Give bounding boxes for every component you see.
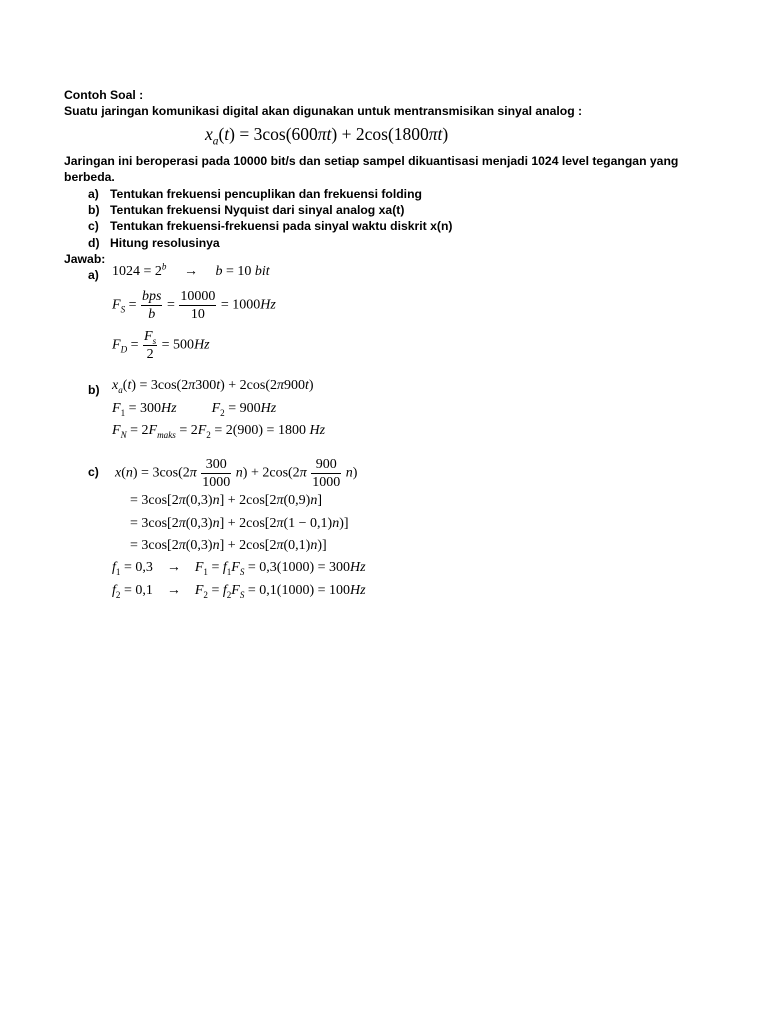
- answer-heading: Jawab:: [64, 252, 106, 266]
- main-equation-math: $x_a(t) = 3\cos(600\pi t) + 2\cos(1800\pi t)$: [205, 124, 449, 148]
- answer-c-line-2: = 3cos[2π(0,3)n] + 2cos[2π(0,9)n]: [130, 493, 322, 508]
- answer-c-line-4: = 3cos[2π(0,3)n] + 2cos[2π(0,1)n)]: [130, 538, 327, 553]
- question-label: d): [88, 236, 100, 250]
- description-line-2: berbeda.: [64, 170, 115, 184]
- question-text: Tentukan frekuensi pencuplikan dan frekuensi folding: [110, 187, 422, 201]
- answer-c-label: c): [88, 465, 99, 479]
- problem-intro: Suatu jaringan komunikasi digital akan digunakan untuk mentransmisikan sinyal analog :: [64, 104, 583, 118]
- answer-a-line-3: $F_D$ = $\frac{F_s}{2}$ = 500Hz: [112, 329, 210, 362]
- answer-c-line-3: = 3cos[2π(0,3)n] + 2cos[2π(1 − 0,1)n)]: [130, 516, 349, 531]
- answer-c-line-1: x(n) = 3cos(2π $\frac{300}{1000}$ n) + 2cos(2π $\frac{900}{1000}$ n): [115, 457, 358, 490]
- answer-b-label: b): [88, 383, 100, 397]
- answer-b-line-3: $F_N = 2F_{maks} = 2F_2 = 2(900) = 1800$ Hz: [112, 423, 326, 440]
- answer-a-line-2: $F_S$ = $\frac{\text{bps}}{b}$ = $\frac{10000}{10}$ = 1000Hz: [112, 289, 276, 322]
- question-text: Tentukan frekuensi-frekuensi pada sinyal waktu diskrit x(n): [110, 219, 453, 233]
- answer-b-line-1: $x_a(t) = 3\cos(2\pi 300t) + 2\cos(2\pi 900t)$: [112, 378, 314, 395]
- question-text: Hitung resolusinya: [110, 236, 220, 250]
- question-text: Tentukan frekuensi Nyquist dari sinyal analog xa(t): [110, 203, 405, 217]
- answer-c-line-6: $f_2 = 0,1$ → $F_2 = f_2F_S = 0,1(1000) = 100Hz$: [112, 583, 366, 600]
- problem-title: Contoh Soal :: [64, 88, 144, 102]
- question-label: c): [88, 219, 99, 233]
- answer-b-line-2: $F_1 = 300Hz$ $F_2 = 900Hz$: [112, 401, 277, 418]
- description-line-1: Jaringan ini beroperasi pada 10000 bit/s dan setiap sampel dikuantisasi menjadi 1024 level tegangan yang: [64, 154, 679, 168]
- answer-a-line-1: $1024 = 2^b$ → b = 10 bit: [112, 261, 270, 279]
- answer-a-label: a): [88, 268, 99, 282]
- answer-c-line-5: $f_1 = 0,3$ → $F_1 = f_1F_S = 0,3(1000) = 300Hz$: [112, 560, 366, 577]
- question-label: a): [88, 187, 99, 201]
- question-label: b): [88, 203, 100, 217]
- main-equation: [205, 124, 449, 148]
